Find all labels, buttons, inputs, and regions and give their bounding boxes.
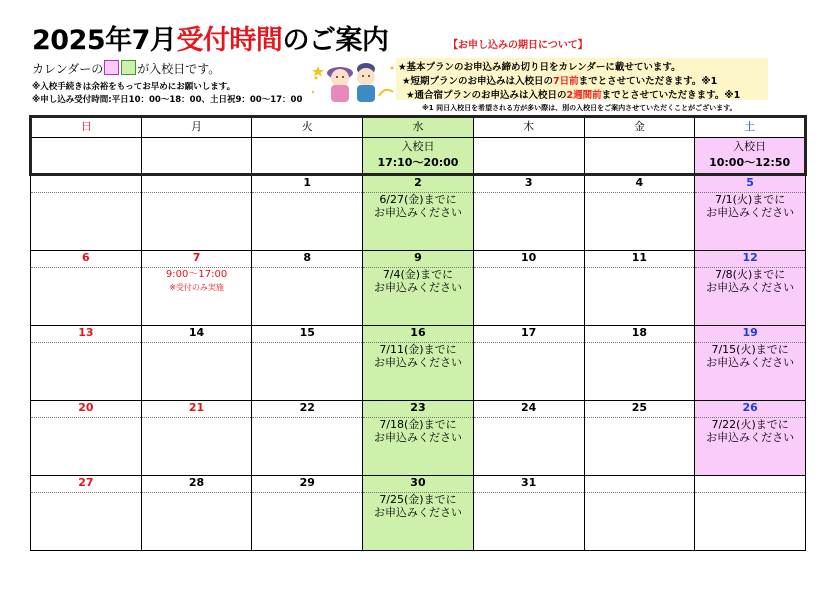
tanabata-illustration — [308, 58, 398, 104]
page-title: 2025年7月受付時間のご案内 — [32, 25, 389, 56]
weekday-mon: 月 — [141, 117, 252, 138]
week-4-notes — [31, 418, 806, 476]
week-2-dates: 6 7 8 9 10 11 12 — [31, 251, 806, 268]
deadline-note: 7/22(火)までに お申込みください — [695, 418, 806, 476]
calendar — [29, 115, 807, 551]
deadline-note: 7/11(金)までに お申込みください — [363, 343, 474, 401]
holiday-hours-note: 9:00～17:00 ※受付のみ実施 — [141, 268, 252, 326]
legend: カレンダーの が入校日です。 — [32, 62, 221, 76]
date-cell: 2 — [363, 175, 474, 193]
weekday-header — [31, 117, 806, 138]
weekday-thu: 木 — [473, 117, 584, 138]
weekday-sat: 土 — [695, 117, 806, 138]
footnote: ※1 同日入校日を希望される方が多い際は、別の入校日をご案内させていただくことがございます。 — [422, 104, 737, 112]
enrollment-overview — [31, 138, 806, 175]
deadline-note: 7/15(火)までに お申込みください — [695, 343, 806, 401]
plan-info-box — [396, 58, 768, 100]
notice-early: ※入校手続きは余裕をもってお早めにお願いします。 — [32, 82, 236, 92]
weekday-wed: 水 — [363, 117, 474, 138]
notice-hours: ※申し込み受付時間:平日10：00～18：00、土日祝9：00～17：00 — [32, 95, 303, 105]
deadline-note: 7/8(火)までに お申込みください — [695, 268, 806, 326]
week-5-notes — [31, 493, 806, 551]
week-1-dates: 1 2 3 4 5 — [31, 175, 806, 193]
week-1-notes — [31, 193, 806, 251]
week-5-dates: 27 28 29 30 31 — [31, 476, 806, 493]
deadline-note: 7/18(金)までに お申込みください — [363, 418, 474, 476]
deadline-note: 7/4(金)までに お申込みください — [363, 268, 474, 326]
week-2-notes — [31, 268, 806, 326]
deadline-note: 7/25(金)までに お申込みください — [363, 493, 474, 551]
deadline-note: 6/27(金)までに お申込みください — [363, 193, 474, 251]
wed-enrollment-time: 入校日 17:10～20:00 — [363, 138, 474, 175]
pink-swatch — [104, 60, 119, 75]
green-swatch — [121, 60, 136, 75]
date-cell: 5 — [695, 175, 806, 193]
deadline-note: 7/1(火)までに お申込みください — [695, 193, 806, 251]
week-4-dates: 20 21 22 23 24 25 26 — [31, 401, 806, 418]
info-line-basic: ★基本プランのお申込み締め切り日をカレンダーに載せています。 — [398, 62, 681, 73]
week-3-notes — [31, 343, 806, 401]
sat-enrollment-time: 入校日 10:00～12:50 — [695, 138, 806, 175]
info-line-short: ★短期プランのお申込みは入校日の7日前までとさせていただきます。※1 — [402, 76, 718, 87]
info-line-camp: ★通合宿プランのお申込みは入校日の2週間前までとさせていただきます。※1 — [406, 90, 741, 101]
weekday-fri: 金 — [584, 117, 695, 138]
weekday-sun: 日 — [31, 117, 142, 138]
week-3-dates: 13 14 15 16 17 18 19 — [31, 326, 806, 343]
weekday-tue: 火 — [252, 117, 363, 138]
deadline-note-heading: 【お申し込みの期日について】 — [448, 40, 588, 51]
